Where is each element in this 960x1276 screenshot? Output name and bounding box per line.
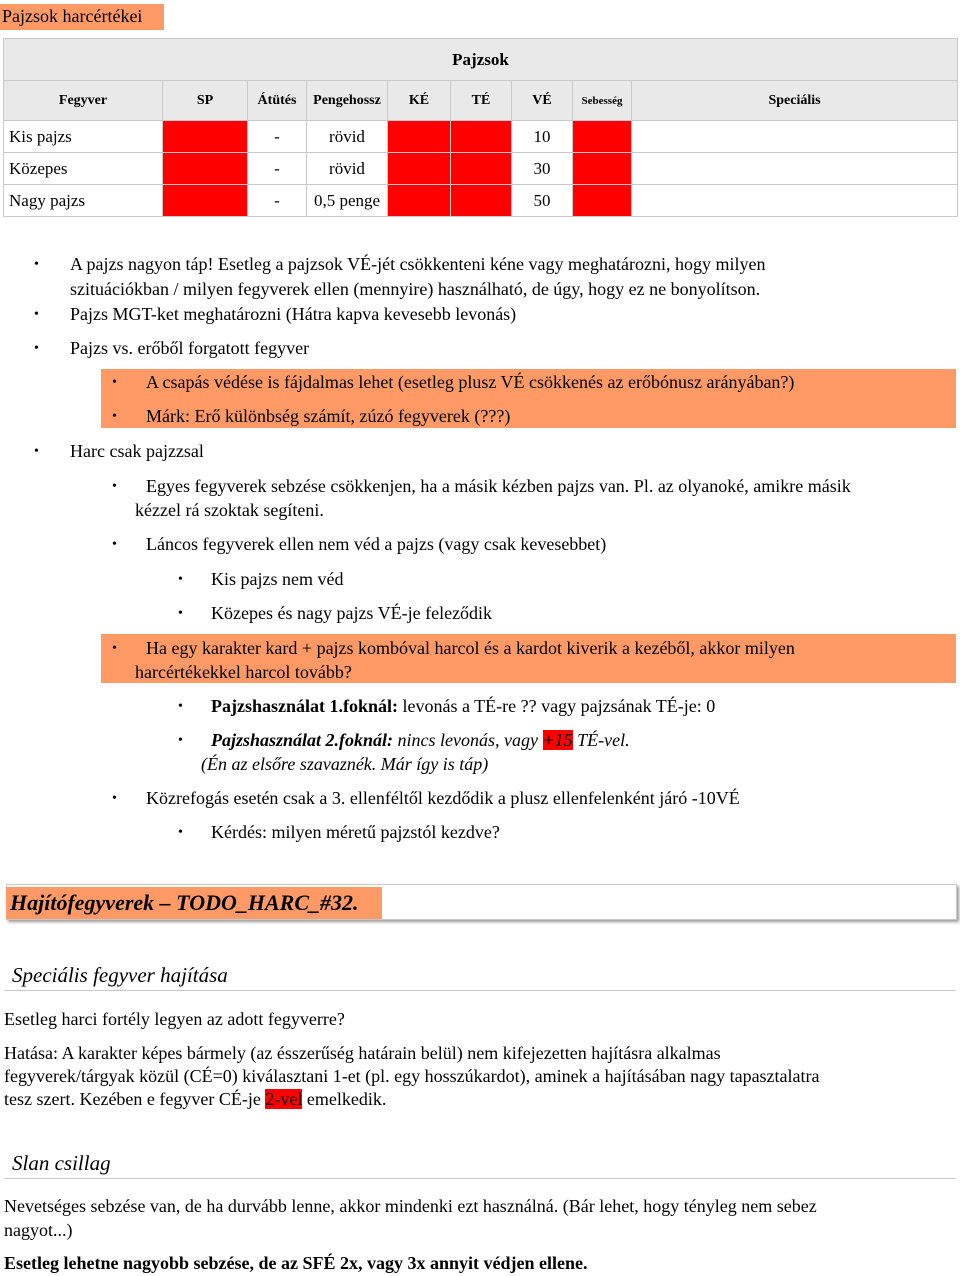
bullet-icon: •: [112, 641, 117, 656]
table-row: [4, 185, 958, 217]
cell-ve: 50: [512, 185, 573, 217]
cell-ke: [388, 185, 451, 217]
table-header-row: [4, 81, 958, 121]
cell-te: [451, 185, 512, 217]
cell-ke: [388, 121, 451, 153]
note-4c-line2: harcértékekkel harcol tovább?: [135, 662, 352, 682]
header-ke: KÉ: [388, 81, 451, 121]
bullet-icon: •: [178, 572, 183, 587]
para-3-line2: nagyot...): [4, 1220, 73, 1240]
subheading-special-throw: [4, 962, 956, 991]
header-sp: SP: [163, 81, 248, 121]
cell-fegyver: Nagy pajzs: [4, 185, 163, 217]
table-row: [4, 153, 958, 185]
cell-specialis: [632, 185, 958, 217]
para-1: Esetleg harci fortély legyen az adott fegyverre?: [4, 1009, 345, 1029]
cell-specialis: [632, 121, 958, 153]
cell-te: [451, 121, 512, 153]
cell-sp: [163, 185, 248, 217]
bullet-icon: •: [112, 791, 117, 806]
cell-ke: [388, 153, 451, 185]
para-2-line2: fegyverek/tárgyak közül (CÉ=0) kiválasztani 1-et (pl. egy hosszúkardot), aminek a hajításában nagy tapasztalatra: [4, 1066, 820, 1086]
cell-atutes: -: [248, 185, 307, 217]
bullet-icon: •: [112, 479, 117, 494]
note-3a: A csapás védése is fájdalmas lehet (esetleg plusz VÉ csökkenés az erőbónusz arányában?): [146, 372, 795, 392]
note-4c1-bold: Pajzshasználat 1.foknál:: [211, 696, 399, 716]
note-3b: Márk: Erő különbség számít, zúzó fegyverek (???): [146, 406, 511, 426]
para-2-line3-a: tesz szert. Kezében e fegyver CÉ-je: [4, 1089, 266, 1109]
note-4: Harc csak pajzzsal: [70, 441, 204, 461]
note-5: Közrefogás esetén csak a 3. ellenféltől kezdődik a plusz ellenfelenként járó -10VÉ: [146, 788, 740, 808]
header-fegyver: Fegyver: [4, 81, 163, 121]
cell-atutes: -: [248, 153, 307, 185]
header-ve: VÉ: [512, 81, 573, 121]
header-specialis: Speciális: [632, 81, 958, 121]
subheading-slan-star: [4, 1150, 956, 1179]
header-sebesseg: Sebesség: [573, 81, 632, 121]
cell-sp: [163, 153, 248, 185]
cell-pengehossz: 0,5 penge: [307, 185, 388, 217]
shields-table: [3, 38, 958, 217]
note-4c1: [211, 694, 715, 718]
note-4c2-line2: (Én az elsőre szavaznék. Már így is táp): [201, 754, 489, 774]
cell-ve: 10: [512, 121, 573, 153]
note-2: Pajzs MGT-ket meghatározni (Hátra kapva kevesebb levonás): [70, 304, 517, 324]
note-4a-line1: Egyes fegyverek sebzése csökkenjen, ha a másik kézben pajzs van. Pl. az olyanoké, amikre másik: [146, 476, 851, 496]
cell-pengehossz: rövid: [307, 121, 388, 153]
header-pengehossz: Pengehossz: [307, 81, 388, 121]
bullet-icon: •: [34, 307, 39, 322]
note-4b1: Kis pajzs nem véd: [211, 569, 344, 589]
note-4c2-red: +15: [542, 730, 573, 750]
document-title: [0, 4, 164, 30]
para-2-line3-red: 2-vel: [265, 1089, 303, 1109]
bullet-icon: •: [178, 733, 183, 748]
cell-sebesseg: [573, 121, 632, 153]
document-title-text: Pajzsok harcértékei: [2, 6, 143, 26]
cell-atutes: -: [248, 121, 307, 153]
bullet-icon: •: [112, 537, 117, 552]
section-heading: Hajítófegyverek – TODO_HARC_#32.: [6, 887, 382, 919]
header-atutes: Átütés: [248, 81, 307, 121]
bullet-icon: •: [178, 825, 183, 840]
note-4c1-rest: levonás a TÉ-re ?? vagy pajzsának TÉ-je: 0: [398, 696, 716, 716]
cell-te: [451, 153, 512, 185]
bullet-icon: •: [34, 444, 39, 459]
cell-sp: [163, 121, 248, 153]
para-2-line1: Hatása: A karakter képes bármely (az ésszerűség határain belül) nem kifejezetten hajításra alkalmas: [4, 1043, 721, 1063]
note-4c2-b: TÉ-vel.: [572, 730, 630, 750]
bullet-icon: •: [112, 375, 117, 390]
note-4c2: [211, 728, 630, 752]
subheading-slan-star-text: Slan csillag: [12, 1151, 111, 1175]
bullet-icon: •: [112, 409, 117, 424]
cell-fegyver: Kis pajzs: [4, 121, 163, 153]
para-2-line3: [4, 1087, 386, 1111]
para-4: Esetleg lehetne nagyobb sebzése, de az SFÉ 2x, vagy 3x annyit védjen ellene.: [4, 1253, 588, 1273]
note-4c2-a: nincs levonás, vagy: [393, 730, 543, 750]
note-1-line2: szituációkban / milyen fegyverek ellen (mennyire) használható, de úgy, hogy ez ne bonyolítson.: [70, 279, 761, 299]
bullet-icon: •: [34, 257, 39, 272]
cell-ve: 30: [512, 153, 573, 185]
note-4c2-bold: Pajzshasználat 2.foknál:: [211, 730, 394, 750]
bullet-icon: •: [34, 341, 39, 356]
cell-pengehossz: rövid: [307, 153, 388, 185]
bullet-icon: •: [178, 606, 183, 621]
para-2-line3-b: emelkedik.: [302, 1089, 387, 1109]
note-4c-line1: Ha egy karakter kard + pajzs kombóval harcol és a kardot kiverik a kezéből, akkor milyen: [146, 638, 795, 658]
para-3-line1: Nevetséges sebzése van, de ha durvább lenne, akkor mindenki ezt használná. (Bár lehet, hogy tényleg nem sebez: [4, 1196, 817, 1216]
note-4b: Láncos fegyverek ellen nem véd a pajzs (vagy csak kevesebbet): [146, 534, 607, 554]
cell-sebesseg: [573, 153, 632, 185]
note-5a: Kérdés: milyen méretű pajzstól kezdve?: [211, 822, 500, 842]
bullet-icon: •: [178, 699, 183, 714]
table-row: [4, 121, 958, 153]
header-te: TÉ: [451, 81, 512, 121]
note-3: Pajzs vs. erőből forgatott fegyver: [70, 338, 310, 358]
cell-fegyver: Közepes: [4, 153, 163, 185]
cell-sebesseg: [573, 185, 632, 217]
note-4a-line2: kézzel rá szoktak segíteni.: [135, 500, 324, 520]
note-4b2: Közepes és nagy pajzs VÉ-je feleződik: [211, 603, 493, 623]
note-1-line1: A pajzs nagyon táp! Esetleg a pajzsok VÉ-jét csökkenteni kéne vagy meghatározni, hogy milyen: [70, 254, 766, 274]
cell-specialis: [632, 153, 958, 185]
table-title: Pajzsok: [4, 39, 958, 81]
subheading-special-throw-text: Speciális fegyver hajítása: [12, 963, 228, 987]
